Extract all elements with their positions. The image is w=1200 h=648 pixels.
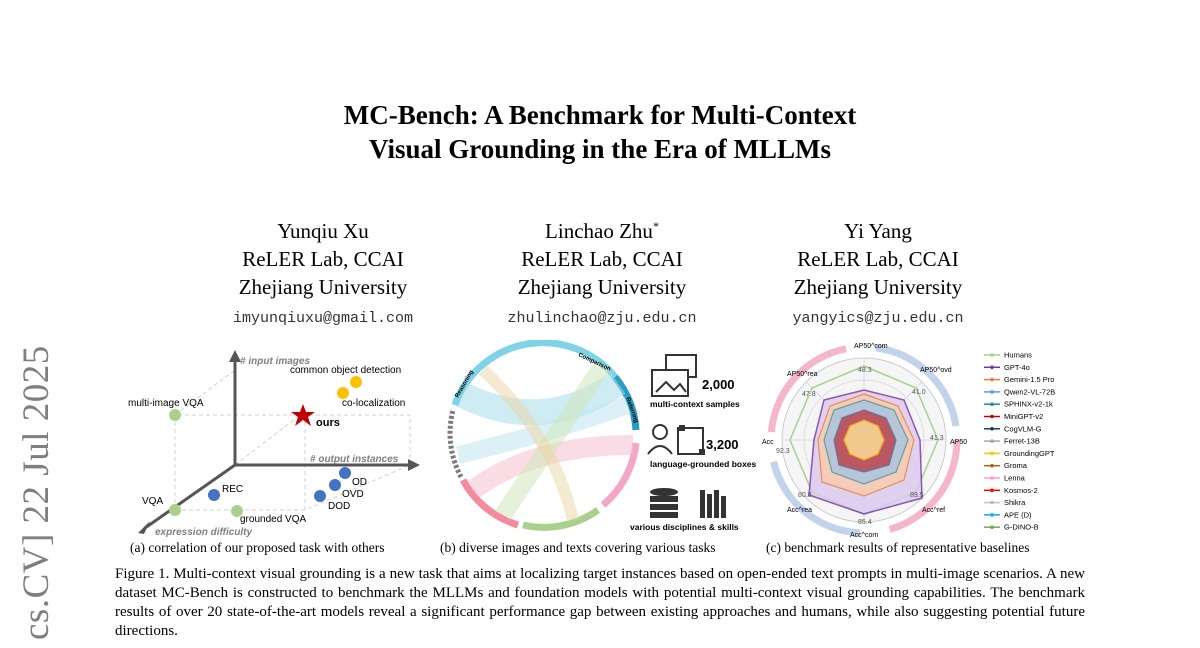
author-lab: ReLER Lab, CCAI: [797, 247, 959, 271]
legend-marker: [990, 476, 994, 480]
author-name: Yi Yang: [844, 219, 912, 243]
arc-label-referring: Referring: [624, 396, 639, 424]
point-od: [339, 467, 351, 479]
point-rec: [208, 489, 220, 501]
radar-value-3: 41.3: [930, 435, 944, 442]
figure-caption: Figure 1. Multi-context visual grounding is a new task that aims at localizing target instances based on open-ended text prompts in multi-image scenarios. A new dataset MC-Bench is constructed to benchmark the MLLMs and foundation models with potential multi-context visual grounding capabilities. The benchmark results of over 20 state-of-the-art models reveal a significant performance gap between existing approaches and humans, while also suggesting potential future directions.: [115, 566, 1085, 639]
legend-label: Shikra: [1004, 498, 1026, 508]
radar-axis-acc: Acc: [762, 439, 774, 446]
legend-label: Qwen2-VL-72B: [1004, 387, 1056, 397]
arxiv-identifier: cs.CV] 22 Jul 2025: [16, 345, 57, 640]
radar-axis-acc-ref: Acc^ref: [922, 507, 946, 514]
legend-label: SPHINX-v2-1k: [1004, 399, 1053, 409]
title-line-2: Visual Grounding in the Era of MLLMs: [368, 134, 832, 164]
legend-marker: [990, 415, 994, 419]
legend-marker: [990, 501, 994, 505]
legend-marker: [990, 378, 994, 382]
label-coloc: co-localization: [342, 398, 406, 409]
legend-marker: [990, 464, 994, 468]
point-coloc: [350, 376, 362, 388]
author-email[interactable]: zhulinchao@zju.edu.cn: [507, 310, 697, 327]
legend-marker: [990, 390, 994, 394]
point-dod: [314, 490, 326, 502]
image-stack-icon: [652, 355, 696, 396]
label-multi-image-vqa: multi-image VQA: [128, 398, 204, 409]
label-dod: DOD: [328, 501, 351, 512]
radar-value-4: 89.5: [910, 492, 924, 499]
legend-marker: [990, 427, 994, 431]
radar-axis-ap50-rea: AP50^rea: [787, 371, 818, 378]
legend-marker: [990, 439, 994, 443]
legend-label: GroundingGPT: [1004, 448, 1055, 458]
point-ovd: [329, 479, 341, 491]
person-box-icon: [648, 425, 704, 454]
author-univ: Zhejiang University: [793, 275, 963, 299]
label-rec: REC: [222, 484, 244, 495]
stat-samples-label: multi-context samples: [650, 399, 740, 409]
label-common-od: common object detection: [290, 365, 402, 376]
label-grounded-vqa: grounded VQA: [240, 514, 307, 525]
point-multi-image-vqa: [169, 409, 181, 421]
stat-samples-value: 2,000: [702, 377, 735, 392]
author-block-3: [713, 212, 1043, 333]
axis-input-images-label: # input images: [240, 356, 311, 367]
author-name: Yunqiu Xu: [277, 219, 369, 243]
author-name: Linchao Zhu*: [545, 219, 659, 243]
radar-value-2: 41.0: [912, 389, 926, 396]
radar-axis-ap50-com: AP50^com: [854, 343, 888, 350]
legend-label: Lenna: [1004, 473, 1025, 483]
author-univ: Zhejiang University: [517, 275, 687, 299]
title-line-1: MC-Bench: A Benchmark for Multi-Context: [343, 100, 857, 130]
legend-marker: [990, 489, 994, 493]
stat-boxes-label: language-grounded boxes: [650, 459, 757, 469]
radar-legend: [984, 351, 1055, 532]
paper-title: [0, 98, 1200, 166]
figure-a-task-correlation: [120, 340, 430, 540]
label-vqa: VQA: [142, 496, 164, 507]
label-ovd: OVD: [342, 489, 364, 500]
author-univ: Zhejiang University: [238, 275, 408, 299]
subcaption-a: (a) correlation of our proposed task with others: [130, 540, 385, 555]
author-lab: ReLER Lab, CCAI: [242, 247, 404, 271]
legend-marker: [990, 402, 994, 406]
legend-label: MiniGPT-v2: [1004, 412, 1044, 421]
stat-disciplines-label: various disciplines & skills: [630, 522, 739, 532]
radar-axis-ap50: AP50: [950, 439, 968, 446]
radar-value-8: 47.8: [802, 391, 816, 398]
radar-value-5: 85.4: [858, 519, 872, 526]
legend-label: Kosmos-2: [1004, 485, 1038, 495]
radar-value-7: 92.3: [776, 448, 790, 455]
author-lab: ReLER Lab, CCAI: [521, 247, 683, 271]
legend-label: Ferret-13B: [1004, 436, 1040, 446]
author-email[interactable]: imyunqiuxu@gmail.com: [232, 310, 414, 327]
legend-label: Humans: [1004, 350, 1032, 360]
radar-axis-acc-com: Acc^com: [850, 532, 879, 539]
legend-label: CogVLM-G: [1004, 424, 1042, 434]
legend-label: G-DINO-B: [1004, 522, 1039, 532]
database-icon: [650, 488, 678, 518]
axis-difficulty-label: expression difficulty: [155, 527, 253, 538]
subcaption-c: (c) benchmark results of representative baselines: [766, 540, 1030, 555]
legend-label: Gemini-1.5 Pro: [1004, 375, 1055, 385]
figure-c-radar-chart: [762, 340, 1082, 540]
stat-boxes-value: 3,200: [706, 437, 739, 452]
legend-marker: [990, 366, 994, 370]
books-icon: [700, 490, 726, 518]
label-ours: ours: [316, 417, 340, 429]
legend-marker: [990, 525, 994, 529]
legend-label: APE (D): [1004, 510, 1032, 520]
radar-value-1: 48.3: [858, 367, 872, 374]
axis-output-instances-label: # output instances: [310, 454, 399, 465]
legend-label: Groma: [1004, 461, 1027, 471]
figure-b-dataset-overview: [438, 340, 760, 540]
radar-axis-ap50-ovd: AP50^ovd: [920, 367, 952, 374]
legend-marker: [990, 513, 994, 517]
author-email[interactable]: yangyics@zju.edu.cn: [792, 310, 964, 327]
arc-label-comparison: Comparison: [577, 352, 612, 373]
legend-label: GPT-4o: [1004, 362, 1030, 372]
arc-label-reasoning: Reasoning: [454, 369, 476, 399]
subcaption-b: (b) diverse images and texts covering various tasks: [440, 540, 716, 555]
legend-marker: [990, 452, 994, 456]
radar-value-6: 80.8: [798, 492, 812, 499]
radar-axis-acc-rea: Acc^rea: [787, 507, 813, 514]
label-od: OD: [352, 477, 367, 488]
point-vqa: [169, 504, 181, 516]
legend-marker: [990, 353, 994, 357]
